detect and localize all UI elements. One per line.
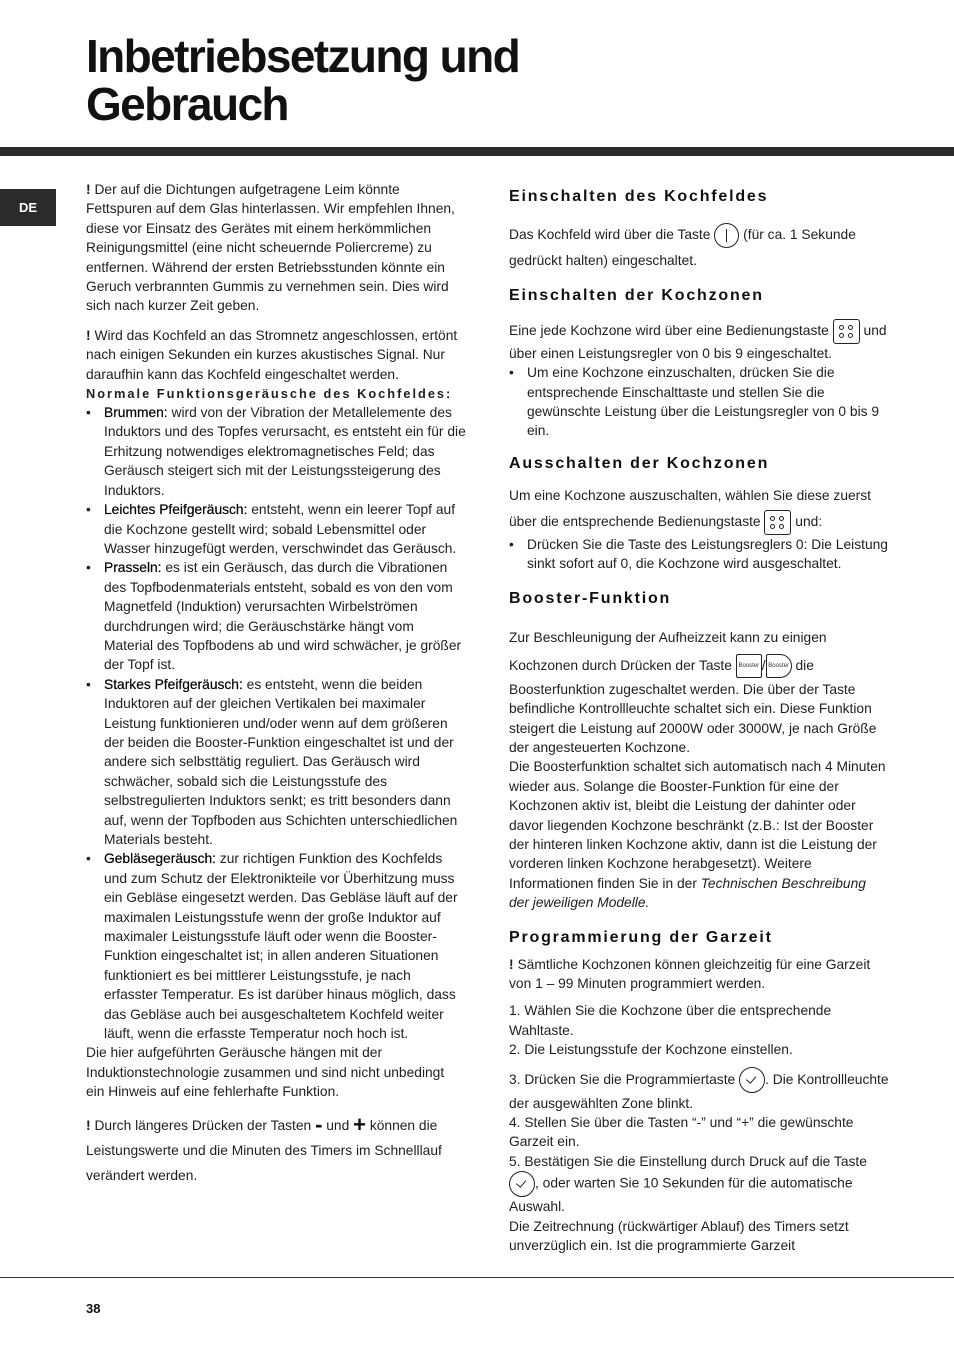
noise-list [86, 403, 466, 1043]
section-title-zones-off: Ausschalten der Kochzonen [509, 454, 770, 472]
programming-step-1: 1. Wählen Sie die Kochzone über die entsprechende Wahltaste. [509, 1003, 832, 1038]
fast-run-text-b: und [326, 1117, 350, 1133]
noise-summary: Die hier aufgeführten Geräusche hängen mit der Induktionstechnologie zusammen und sind nicht unbedingt ein Hinweis auf eine fehlerhafte Funktion. [86, 1045, 445, 1100]
top-divider [0, 147, 954, 156]
programming-last: Die Zeitrechnung (rückwärtiger Ablauf) des Timers setzt unverzüglich ein. Ist die programmierte Garzeit [509, 1218, 849, 1254]
list-item [86, 849, 466, 1043]
minus-icon: - [315, 1111, 323, 1137]
page-title [86, 32, 519, 128]
noise-term: Leichtes Pfeifgeräusch: [104, 502, 248, 518]
noise-term: Brummen: [104, 405, 168, 421]
step-5-text-a: 5. Bestätigen Sie die Einstellung durch Druck auf die Taste [509, 1153, 867, 1169]
noise-text: entsteht, wenn ein leerer Topf auf die Kochzone gestellt wird; sobald Lebensmittel oder Wasser hinzugefügt werden, verschwindet das Geräusch. [104, 502, 457, 556]
title-line-2: Gebrauch [86, 78, 288, 130]
step-5-text-b: , oder warten Sie 10 Sekunden für die automatische Auswahl. [509, 1175, 853, 1215]
zones-on-text [509, 319, 889, 363]
warning-mark: ! [86, 182, 91, 197]
section-title-zones-on: Einschalten der Kochzonen [509, 286, 764, 304]
booster-text-b: die Boosterfunktion zugeschaltet werden. Die über der Taste befindliche Kontrollleuchte schaltet sich ein. Diese Funktion steigert die Leistung auf 2000W oder 3000W, je nach Größe der angesteuerten Kochzone. [509, 657, 877, 755]
fast-run-note [86, 1112, 466, 1188]
step-3-text-a: 3. Drücken Sie die Programmiertaste [509, 1071, 736, 1087]
zones-on-text-b: und über einen Leistungsregler von 0 bis 9 eingeschaltet. [509, 323, 887, 361]
booster-text-a: Zur Beschleunigung der Aufheizzeit kann zu einigen Kochzonen durch Drücken der Taste [509, 629, 827, 673]
timer-icon [509, 1171, 535, 1197]
page-number: 38 [86, 1301, 101, 1316]
cooking-zones-icon [833, 319, 860, 344]
programming-step-4: 4. Stellen Sie über die Tasten “-” und “+” die gewünschte Garzeit ein. [509, 1115, 854, 1150]
booster-slash: / [761, 657, 766, 673]
section-title-programming: Programmierung der Garzeit [509, 928, 773, 946]
power-icon [714, 223, 739, 248]
noise-text: zur richtigen Funktion des Kochfelds und zum Schutz der Elektronikteile vor Überhitzung muss ein Gebläse eingesetzt werden. Das Gebläse läuft auf der maximalen Leistungsstufe wenn der große Induktor auf maximaler Leistungsstufe läuft oder wenn die Booster-Funktion eingeschaltet ist; in allen anderen Situationen funktioniert es bei mittlerer Leistungsstufe, je nach erfasster Temperatur. Es ist darüber hinaus möglich, dass das Gebläse auch bei ausgeschaltetem Kochfeld weiter läuft, wenn die erfasste Temperatur noch hoch ist. [104, 851, 458, 1042]
signal-note-text: Wird das Kochfeld an das Stromnetz angeschlossen, ertönt nach einigen Sekunden ein kurzes akustisches Signal. Nur daraufhin kann das Kochfeld eingeschaltet werden. [86, 327, 458, 382]
timer-icon [739, 1067, 765, 1093]
programming-step-2: 2. Die Leistungsstufe der Kochzone einstellen. [509, 1042, 793, 1058]
glue-note-text: Der auf die Dichtungen aufgetragene Leim könnte Fettspuren auf dem Glas hinterlassen. Wir empfehlen Ihnen, diese vor Einsatz des Gerätes mit einem herkömmlichen Reinigungsmittel (eine nicht scheuernde Poliercreme) zu entfernen. Während der ersten Betriebsstunden könnte ein Geruch verbrannten Gummis zu vernehmen sein. Dies wird sich nach kurzer Zeit geben. [86, 182, 455, 314]
hob-on-text-a: Das Kochfeld wird über die Taste [509, 227, 711, 242]
noise-text: wird von der Vibration der Metallelemente des Induktors und des Topfes verursacht, es entsteht ein für die Erhitzung notwendiges elektromagnetisches Feld; das Geräusch steigert sich mit der Leistungssteigerung des Induktors. [104, 405, 466, 498]
zones-on-list [509, 363, 889, 441]
title-line-1: Inbetriebsetzung und [86, 30, 520, 82]
left-column [86, 180, 466, 1188]
warning-mark: ! [86, 1117, 91, 1133]
booster-icon: Booster [736, 654, 762, 678]
cooking-zones-icon [764, 510, 791, 535]
zones-off-text-a: Um eine Kochzone auszuschalten, wählen Sie diese zuerst über die entsprechende Bedienungstaste [509, 487, 871, 529]
booster-text-c: Die Boosterfunktion schaltet sich automatisch nach 4 Minuten wieder aus. Solange die Booster-Funktion für eine der Kochzonen aktiv ist, bleibt die Leistung der dahinter oder davor liegenden Kochzone beschränkt (z.B.: Ist der Booster der hinteren linken Kochzone aktiv, dann ist die Leistung der vorderen linken Kochzone herabgesetzt). Weitere Informationen finden Sie in der [509, 759, 886, 891]
zones-off-text [509, 483, 889, 535]
zones-off-text-b: und: [795, 513, 823, 529]
hob-on-text-b: (für ca. 1 Sekunde gedrückt halten) eingeschaltet. [509, 227, 856, 268]
right-column [509, 186, 889, 1255]
noise-text: es entsteht, wenn die beiden Induktoren auf der gleichen Vertikalen bei maximaler Leistung funktionieren und/oder wenn auf dem größeren der beiden die Booster-Funktion eingeschaltet ist und der andere sich selbsttätig reguliert. Das Geräusch wird schwächer, sobald sich die Leistungsstufe des selbstregulierten Induktors senkt; es tritt besonders dann auf, wenn der Topfboden aus Schichten unterschiedlichen Materials besteht. [104, 676, 458, 847]
noise-heading: Normale Funktionsgeräusche des Kochfeldes: [86, 386, 453, 402]
list-item [86, 558, 466, 674]
signal-note [86, 326, 466, 384]
warning-mark: ! [509, 956, 514, 972]
list-item [86, 500, 466, 558]
step-3-text-b: . Die Kontrollleuchte der ausgewählten Zone blinkt. [509, 1071, 889, 1111]
noise-term: Starkes Pfeifgeräusch: [104, 676, 243, 692]
noise-term: Gebläsegeräusch: [104, 851, 216, 867]
zones-on-text-a: Eine jede Kochzone wird über eine Bedienungstaste [509, 323, 829, 338]
hob-on-text [509, 222, 889, 273]
programming-step-3 [509, 1066, 889, 1113]
list-item: • Drücken Sie die Taste des Leistungsreglers 0: Die Leistung sinkt sofort auf 0, die Kochzone wird ausgeschaltet. [509, 535, 889, 574]
bottom-divider [0, 1277, 954, 1278]
section-title-hob-on: Einschalten des Kochfeldes [509, 188, 769, 205]
fast-run-text-a: Durch längeres Drücken der Tasten [94, 1117, 312, 1133]
noise-text: es ist ein Geräusch, das durch die Vibrationen des Topfbodenmaterials entsteht, sobald es von den vom Magnetfeld (Induktion) verursachten Wirbelströmen durchdrungen wird; die Geräuschstärke hängt vom Material des Topfbodens ab und wird schwächer, je größer der Topf ist. [104, 560, 462, 673]
list-item: • Um eine Kochzone einzuschalten, drücken Sie die entsprechende Einschalttaste und stellen Sie die gewünschte Leistung über die Leistungsregler von 0 bis 9 ein. [509, 363, 889, 441]
language-tab: DE [0, 189, 56, 226]
plus-icon: + [353, 1111, 366, 1137]
programming-step-5 [509, 1152, 889, 1217]
section-title-booster: Booster-Funktion [509, 589, 672, 607]
booster-text-italic: Technischen Beschreibung der jeweiligen Modelle. [509, 875, 866, 911]
warning-mark: ! [86, 327, 91, 343]
booster-text [509, 624, 889, 758]
list-item [86, 675, 466, 850]
programming-note-text: Sämtliche Kochzonen können gleichzeitig für eine Garzeit von 1 – 99 Minuten programmiert werden. [509, 956, 871, 991]
list-item [86, 403, 466, 500]
glue-note [86, 180, 466, 316]
programming-note [509, 955, 889, 994]
zones-off-list [509, 535, 889, 574]
fast-run-text-c: können die Leistungswerte und die Minuten des Timers im Schnelllauf verändert werden. [86, 1117, 442, 1183]
booster-alt-icon: Booster [766, 654, 792, 678]
booster-text-more [509, 757, 889, 912]
noise-term: Prasseln: [104, 560, 162, 576]
